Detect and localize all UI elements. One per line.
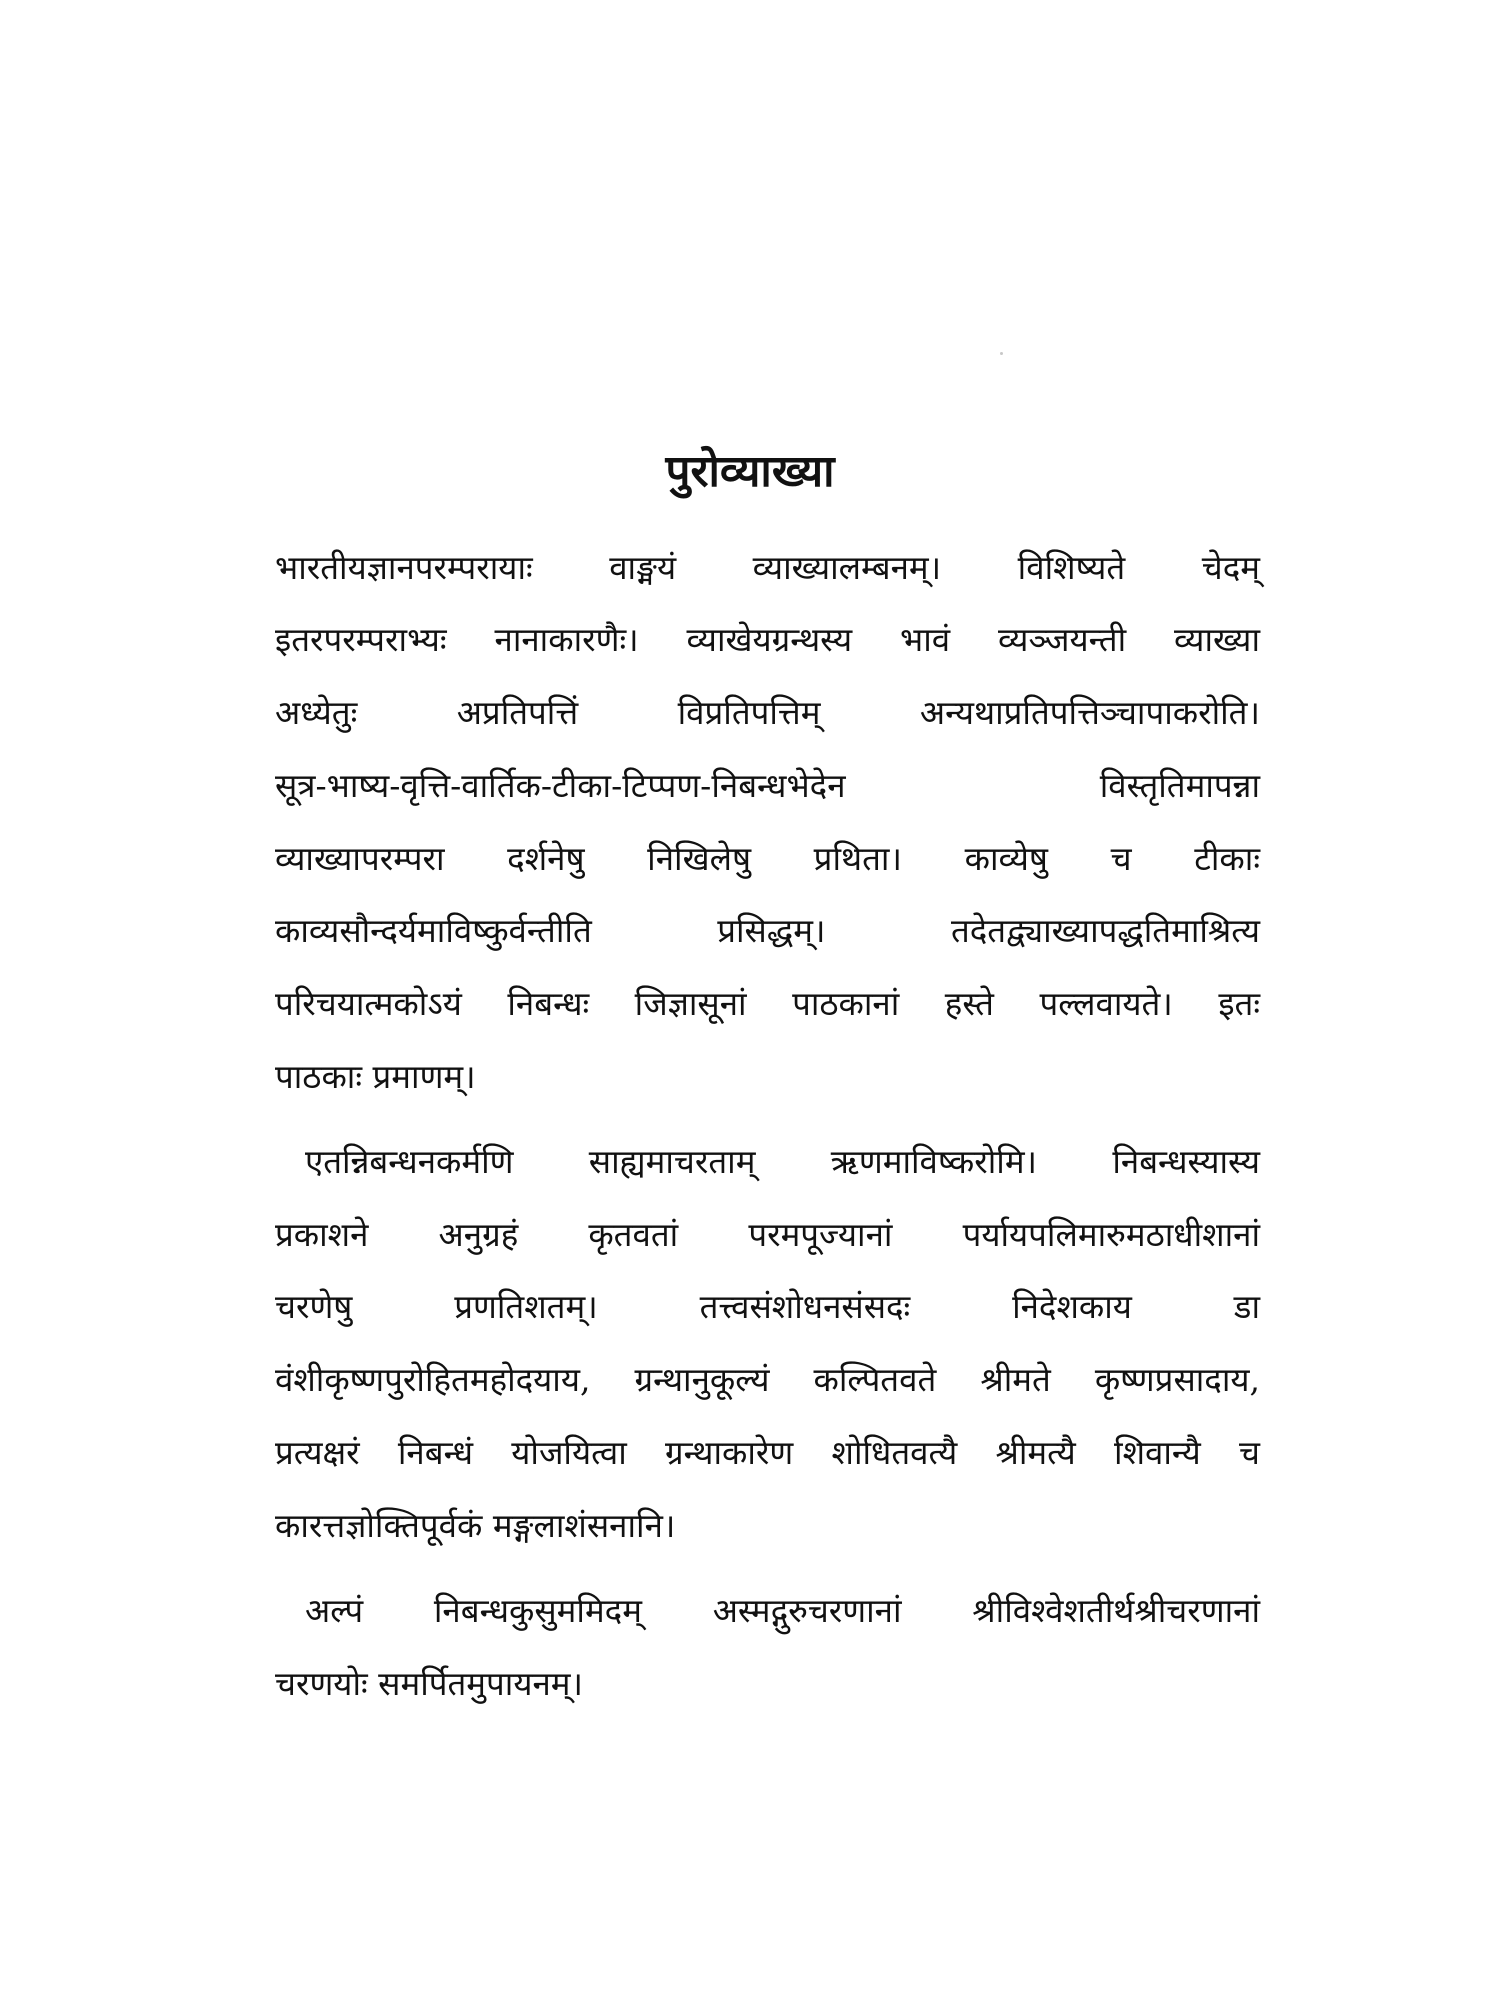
- paragraph-line: भारतीयज्ञानपरम्परायाः वाङ्मयं व्याख्यालम्बनम्। विशिष्यते चेदम्: [275, 548, 1260, 587]
- paragraph-line: परिचयात्मकोऽयं निबन्धः जिज्ञासूनां पाठकानां हस्ते पल्लवायते। इतः: [275, 984, 1260, 1023]
- paragraph-line: वंशीकृष्णपुरोहितमहोदयाय, ग्रन्थानुकूल्यं कल्पितवते श्रीमते कृष्णप्रसादाय,: [275, 1360, 1260, 1399]
- paragraph-line: सूत्र-भाष्य-वृत्ति-वार्तिक-टीका-टिप्पण-निबन्धभेदेन विस्तृतिमापन्ना: [275, 766, 1260, 805]
- scan-speck: [1000, 352, 1003, 355]
- paragraph-line: अल्पं निबन्धकुसुममिदम् अस्मद्गुरुचरणानां श्रीविश्वेशतीर्थश्रीचरणानां: [305, 1591, 1260, 1630]
- paragraph-line: व्याख्यापरम्परा दर्शनेषु निखिलेषु प्रथिता। काव्येषु च टीकाः: [275, 839, 1260, 878]
- paragraph-line: अध्येतुः अप्रतिपत्तिं विप्रतिपत्तिम् अन्यथाप्रतिपत्तिञ्चापाकरोति।: [275, 693, 1260, 732]
- paragraph-line: इतरपरम्पराभ्यः नानाकारणैः। व्याखेयग्रन्थस्य भावं व्यञ्जयन्ती व्याख्या: [275, 620, 1260, 659]
- paragraph-line: प्रकाशने अनुग्रहं कृतवतां परमपूज्यानां पर्यायपलिमारुमठाधीशानां: [275, 1215, 1260, 1254]
- paragraph-line: काव्यसौन्दर्यमाविष्कुर्वन्तीति प्रसिद्धम्। तदेतद्व्याख्यापद्धतिमाश्रित्य: [275, 911, 1260, 950]
- paragraph-line: कारत्तज्ञोक्तिपूर्वकं मङ्गलाशंसनानि।: [275, 1506, 676, 1545]
- paragraph-line: चरणयोः समर्पितमुपायनम्।: [275, 1664, 584, 1703]
- paragraph-line: एतन्निबन्धनकर्मणि साह्यमाचरताम् ऋणमाविष्करोमि। निबन्धस्यास्य: [305, 1142, 1260, 1181]
- page-title: पुरोव्याख्या: [665, 446, 835, 497]
- paragraph-line: चरणेषु प्रणतिशतम्। तत्त्वसंशोधनसंसदः निदेशकाय डा: [275, 1287, 1260, 1326]
- paragraph-line: पाठकाः प्रमाणम्।: [275, 1057, 476, 1096]
- paragraph-line: प्रत्यक्षरं निबन्धं योजयित्वा ग्रन्थाकारेण शोधितवत्यै श्रीमत्यै शिवान्यै च: [275, 1433, 1260, 1472]
